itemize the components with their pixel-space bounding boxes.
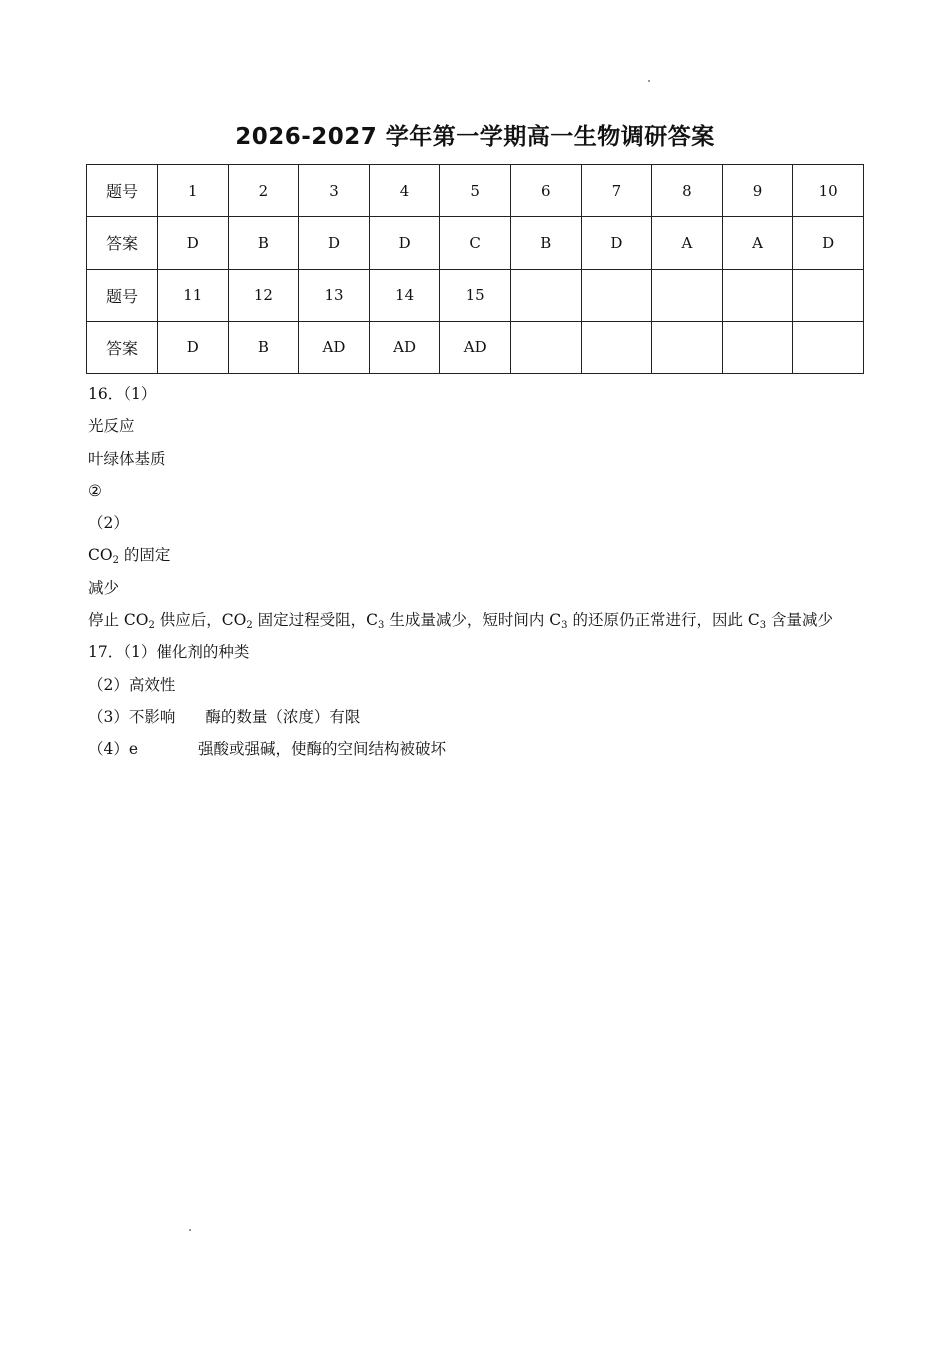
q16-explanation (88, 604, 858, 636)
table-row (87, 321, 864, 373)
table-cell: AD (440, 321, 511, 373)
q16-heading: 16．（1） (88, 385, 157, 403)
row-label: 题号 (87, 165, 158, 217)
table-cell: 15 (440, 269, 511, 321)
table-cell: B (510, 217, 581, 269)
subscript: 2 (112, 555, 119, 567)
table-cell: AD (369, 321, 440, 373)
text-run: 的固定 (118, 546, 171, 565)
table-cell (510, 269, 581, 321)
q17-answer-line (88, 701, 858, 733)
scan-speck (189, 1229, 191, 1231)
text-run: （4）e (88, 740, 139, 759)
table-cell: 14 (369, 269, 440, 321)
table-cell: D (369, 217, 440, 269)
table-cell: 11 (158, 269, 229, 321)
row-label: 题号 (87, 269, 158, 321)
table-cell: AD (299, 321, 370, 373)
text-run: 的还原仍正常进行，因此 C (567, 611, 760, 630)
table-cell (581, 269, 652, 321)
table-cell: 4 (369, 165, 440, 217)
table-cell: 10 (793, 165, 864, 217)
q17-answer-line (88, 733, 858, 765)
table-row (87, 165, 864, 217)
table-cell (793, 321, 864, 373)
table-cell: D (158, 217, 229, 269)
text-run: 供应后，CO (154, 611, 247, 630)
table-cell: A (722, 217, 793, 269)
row-label: 答案 (87, 321, 158, 373)
row-label: 答案 (87, 217, 158, 269)
table-cell: 8 (652, 165, 723, 217)
answer-text-block (88, 378, 858, 766)
table-cell: B (228, 217, 299, 269)
text-run: （3）不影响 (88, 707, 176, 726)
q16-answer-line: 光反应 (88, 417, 135, 436)
table-cell (581, 321, 652, 373)
text-run: 强酸或强碱，使酶的空间结构被破坏 (198, 740, 447, 759)
q17-answer-line: （2）高效性 (88, 675, 176, 694)
table-cell (793, 269, 864, 321)
q16-answer-line: 叶绿体基质 (88, 449, 166, 468)
table-cell (722, 321, 793, 373)
text-run: 停止 CO (88, 611, 149, 630)
subscript: 3 (378, 620, 385, 632)
scan-speck (648, 80, 650, 82)
table-cell: C (440, 217, 511, 269)
subscript: 3 (759, 620, 767, 632)
table-cell: B (228, 321, 299, 373)
table-cell (510, 321, 581, 373)
text-run: 固定过程受阻，C (252, 611, 379, 630)
table-cell: 12 (228, 269, 299, 321)
page-title: 2026-2027 学年第一学期高一生物调研答案 (235, 124, 715, 150)
table-cell: A (652, 217, 723, 269)
text-run: 生成量减少，短时间内 C (384, 611, 562, 630)
table-cell: D (581, 217, 652, 269)
q17-heading: 17．（1）催化剂的种类 (88, 643, 250, 662)
table-cell: 3 (299, 165, 370, 217)
text-run: 含量减少 (766, 611, 834, 630)
q16-answer-line: 减少 (88, 578, 120, 597)
table-cell: 2 (228, 165, 299, 217)
table-cell: 6 (510, 165, 581, 217)
subscript: 2 (246, 620, 253, 632)
table-cell: 9 (722, 165, 793, 217)
subscript: 2 (148, 620, 155, 632)
table-cell: 13 (299, 269, 370, 321)
text-run: CO (88, 546, 113, 565)
answer-table (86, 164, 864, 374)
text-run: 酶的数量（浓度）有限 (205, 707, 361, 726)
table-cell (652, 321, 723, 373)
table-cell (722, 269, 793, 321)
table-cell: 7 (581, 165, 652, 217)
table-cell: D (299, 217, 370, 269)
q16-answer-line: ② (88, 481, 102, 500)
table-cell: D (158, 321, 229, 373)
q16-part-heading: （2） (88, 514, 129, 533)
table-cell: 5 (440, 165, 511, 217)
subscript: 3 (561, 620, 568, 632)
table-row (87, 217, 864, 269)
q16-answer-line (88, 539, 858, 571)
table-cell: D (793, 217, 864, 269)
table-row (87, 269, 864, 321)
table-cell (652, 269, 723, 321)
table-cell: 1 (158, 165, 229, 217)
